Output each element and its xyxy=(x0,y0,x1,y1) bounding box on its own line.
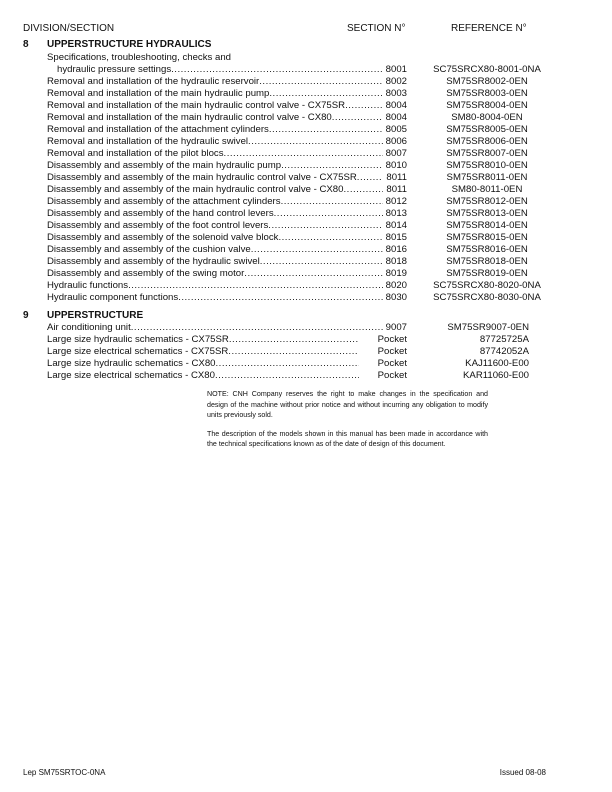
entry-reference: SM75SR8015-0EN xyxy=(446,232,528,243)
entry-reference: SM75SR8012-0EN xyxy=(446,196,528,207)
entry-title-text: Disassembly and assembly of the hydraulic swivel xyxy=(47,256,260,267)
section-8-heading xyxy=(23,39,211,51)
section-number: 8 xyxy=(23,39,29,50)
toc-entry[interactable] xyxy=(47,370,547,382)
entry-title xyxy=(47,232,383,244)
entry-reference: SM75SR8013-0EN xyxy=(446,208,528,219)
toc-entry[interactable] xyxy=(47,268,547,280)
entry-title-text: Removal and installation of the hydraulic swivel xyxy=(47,136,249,147)
entry-title-text: Hydraulic component functions xyxy=(47,292,179,303)
header-section: SECTION N° xyxy=(347,23,406,34)
entry-reference: SM75SR8002-0EN xyxy=(446,76,528,87)
entry-title xyxy=(47,184,383,196)
entry-title xyxy=(47,370,359,382)
entry-title-text: Large size hydraulic schematics - CX80 xyxy=(47,358,216,369)
entry-reference: SM75SR9007-0EN xyxy=(447,322,529,333)
entry-reference: SM75SR8019-0EN xyxy=(446,268,528,279)
entry-title xyxy=(47,346,359,358)
header-division: DIVISION/SECTION xyxy=(23,23,115,34)
dot-leader xyxy=(224,148,383,160)
dot-leader xyxy=(128,280,383,292)
entry-title-text: Air conditioning unit xyxy=(47,322,131,333)
toc-entry[interactable] xyxy=(47,220,547,232)
entry-title-text: Disassembly and assembly of the main hydraulic control valve - CX75SR xyxy=(47,172,357,183)
toc-entry[interactable] xyxy=(47,292,547,304)
entry-title-text: Disassembly and assembly of the cushion valve xyxy=(47,244,251,255)
entry-reference: SC75SRCX80-8020-0NA xyxy=(433,280,541,291)
toc-entry[interactable] xyxy=(47,160,547,172)
entry-title xyxy=(47,292,383,304)
entry-reference: SM80-8004-0EN xyxy=(451,112,523,123)
entry-section-number: 8012 xyxy=(385,196,407,207)
entry-section-number: 8002 xyxy=(385,76,407,87)
dot-leader xyxy=(216,358,360,370)
dot-leader xyxy=(274,208,383,220)
entry-section-number: Pocket xyxy=(377,358,407,369)
section-8-entries xyxy=(47,64,547,304)
entry-section-number: 8005 xyxy=(385,124,407,135)
entry-reference: 87725725A xyxy=(479,334,529,345)
entry-reference: SM80-8011-0EN xyxy=(451,184,523,195)
entry-title-text: Removal and installation of the pilot blocs xyxy=(47,148,224,159)
entry-title-text: Disassembly and assembly of the hand control levers xyxy=(47,208,274,219)
entry-reference: SM75SR8010-0EN xyxy=(446,160,528,171)
entry-section-number: 8004 xyxy=(385,112,407,123)
entry-title-text: Large size hydraulic schematics - CX75SR xyxy=(47,334,229,345)
entry-section-number: 8013 xyxy=(385,208,407,219)
entry-section-number: Pocket xyxy=(377,370,407,381)
entry-title-text: Removal and installation of the attachment cylinders xyxy=(47,124,269,135)
entry-section-number: 8016 xyxy=(385,244,407,255)
section-8-list xyxy=(47,52,547,64)
entry-title-text: Removal and installation of the main hydraulic control valve - CX75SR xyxy=(47,100,346,111)
entry-title xyxy=(47,280,383,292)
toc-entry[interactable] xyxy=(47,208,547,220)
entry-title xyxy=(47,220,383,232)
dot-leader xyxy=(345,100,383,112)
toc-entry[interactable] xyxy=(47,112,547,124)
entry-title xyxy=(47,334,359,346)
entry-reference: SM75SR8011-0EN xyxy=(446,172,528,183)
disclaimer-note xyxy=(207,389,488,458)
dot-leader xyxy=(228,346,359,358)
entry-title-text: Large size electrical schematics - CX75SR xyxy=(47,346,229,357)
dot-leader xyxy=(171,64,383,76)
toc-entry[interactable] xyxy=(47,358,547,370)
dot-leader xyxy=(229,334,359,346)
entry-title-text: Removal and installation of the main hydraulic pump xyxy=(47,88,270,99)
entry-title xyxy=(47,124,383,136)
toc-entry[interactable] xyxy=(47,76,547,88)
entry-section-number: 9007 xyxy=(385,322,407,333)
dot-leader xyxy=(281,196,383,208)
entry-title-text: Removal and installation of the main hydraulic control valve - CX80 xyxy=(47,112,332,123)
toc-entry[interactable] xyxy=(47,280,547,292)
entry-title-text: Large size electrical schematics - CX80 xyxy=(47,370,215,381)
entry-title-text: Disassembly and assembly of the foot control levers xyxy=(47,220,269,231)
entry-title-text: Removal and installation of the hydraulic reservoir xyxy=(47,76,260,87)
entry-section-number: 8010 xyxy=(385,160,407,171)
entry-title xyxy=(47,100,383,112)
entry-reference: SM75SR8007-0EN xyxy=(446,148,528,159)
entry-section-number: 8015 xyxy=(385,232,407,243)
note-paragraph-1: NOTE: CNH Company reserves the right to make changes in the specification and design of the machine without prior notice and without incurring any obligation to modify units previously sold. xyxy=(207,390,488,419)
entry-title xyxy=(47,112,383,124)
section-title: UPPERSTRUCTURE xyxy=(47,310,144,321)
entry-section-number: 8011 xyxy=(386,172,407,183)
entry-title xyxy=(47,172,383,184)
entry-reference: SM75SR8003-0EN xyxy=(446,88,528,99)
toc-entry[interactable] xyxy=(47,88,547,100)
entry-section-number: 8014 xyxy=(385,220,407,231)
entry-title xyxy=(47,148,383,160)
footer-right: Issued 08-08 xyxy=(499,768,546,777)
entry-section-number: 8006 xyxy=(385,136,407,147)
toc-entry[interactable] xyxy=(47,136,547,148)
entry-section-number: 8003 xyxy=(385,88,407,99)
entry-section-number: 8019 xyxy=(385,268,407,279)
dot-leader xyxy=(178,292,383,304)
toc-entry[interactable] xyxy=(47,256,547,268)
toc-entry[interactable] xyxy=(47,232,547,244)
entry-title xyxy=(47,358,359,370)
dot-leader xyxy=(244,268,383,280)
entry-reference: SM75SR8018-0EN xyxy=(446,256,528,267)
entry-title xyxy=(47,88,383,100)
dot-leader xyxy=(269,88,383,100)
toc-entry[interactable] xyxy=(47,322,547,334)
toc-entry[interactable] xyxy=(47,334,547,346)
entry-section-number: 8007 xyxy=(385,148,407,159)
entry-section-number: 8004 xyxy=(385,100,407,111)
note-paragraph-2: The description of the models shown in this manual has been made in accordance with the technical specifications known as of the date of design of this document. xyxy=(207,429,488,448)
entry-section-number: Pocket xyxy=(377,346,407,357)
entry-section-number: 8001 xyxy=(385,64,407,75)
entry-title-text: Disassembly and assembly of the attachment cylinders xyxy=(47,196,281,207)
toc-entry[interactable] xyxy=(47,148,547,160)
entry-title-text: Disassembly and assembly of the solenoid valve block xyxy=(47,232,279,243)
header-reference: REFERENCE N° xyxy=(451,23,527,34)
toc-entry[interactable] xyxy=(47,196,547,208)
entry-reference: KAR11060-E00 xyxy=(463,370,529,381)
intro-text: Specifications, troubleshooting, checks and xyxy=(47,52,231,63)
dot-leader xyxy=(357,172,383,184)
entry-reference: SM75SR8014-0EN xyxy=(446,220,528,231)
entry-title-text: Hydraulic functions xyxy=(47,280,129,291)
section-9-heading xyxy=(23,310,143,322)
entry-title xyxy=(47,322,383,334)
dot-leader xyxy=(248,136,383,148)
entry-title xyxy=(57,64,383,76)
entry-title-text: hydraulic pressure settings xyxy=(57,64,172,75)
entry-title-text: Disassembly and assembly of the main hydraulic pump xyxy=(47,160,282,171)
entry-title xyxy=(47,160,383,172)
toc-entry[interactable] xyxy=(47,64,547,76)
toc-entry[interactable] xyxy=(47,346,547,358)
dot-leader xyxy=(131,322,383,334)
entry-reference: SM75SR8004-0EN xyxy=(446,100,528,111)
entry-title xyxy=(47,196,383,208)
entry-section-number: 8018 xyxy=(385,256,407,267)
list-intro xyxy=(47,52,547,64)
dot-leader xyxy=(251,244,383,256)
dot-leader xyxy=(215,370,359,382)
entry-reference: SM75SR8016-0EN xyxy=(446,244,528,255)
entry-title-text: Disassembly and assembly of the swing motor xyxy=(47,268,245,279)
dot-leader xyxy=(343,184,383,196)
entry-reference: SM75SR8006-0EN xyxy=(446,136,528,147)
entry-section-number: Pocket xyxy=(377,334,407,345)
entry-section-number: 8011 xyxy=(386,184,407,195)
entry-section-number: 8030 xyxy=(385,292,407,303)
dot-leader xyxy=(259,76,383,88)
entry-reference: SC75SRCX80-8001-0NA xyxy=(433,64,541,75)
dot-leader xyxy=(268,220,383,232)
entry-reference: SC75SRCX80-8030-0NA xyxy=(433,292,541,303)
entry-title xyxy=(47,136,383,148)
entry-title xyxy=(47,256,383,268)
toc-entry[interactable] xyxy=(47,100,547,112)
dot-leader xyxy=(260,256,383,268)
dot-leader xyxy=(278,232,383,244)
entry-title-text: Disassembly and assembly of the main hydraulic control valve - CX80 xyxy=(47,184,344,195)
dot-leader xyxy=(281,160,383,172)
toc-entry[interactable] xyxy=(47,184,547,196)
toc-entry[interactable] xyxy=(47,172,547,184)
dot-leader xyxy=(332,112,383,124)
entry-reference: 87742052A xyxy=(479,346,529,357)
entry-title xyxy=(47,208,383,220)
entry-title xyxy=(47,76,383,88)
section-9-entries xyxy=(47,322,547,382)
entry-reference: KAJ11600-E00 xyxy=(465,358,529,369)
toc-entry[interactable] xyxy=(47,124,547,136)
section-title: UPPERSTRUCTURE HYDRAULICS xyxy=(47,39,212,50)
dot-leader xyxy=(269,124,383,136)
entry-section-number: 8020 xyxy=(385,280,407,291)
toc-entry[interactable] xyxy=(47,244,547,256)
entry-title xyxy=(47,268,383,280)
section-number: 9 xyxy=(23,310,29,321)
entry-reference: SM75SR8005-0EN xyxy=(446,124,528,135)
entry-title xyxy=(47,244,383,256)
footer-left: Lep SM75SRTOC-0NA xyxy=(23,768,106,777)
